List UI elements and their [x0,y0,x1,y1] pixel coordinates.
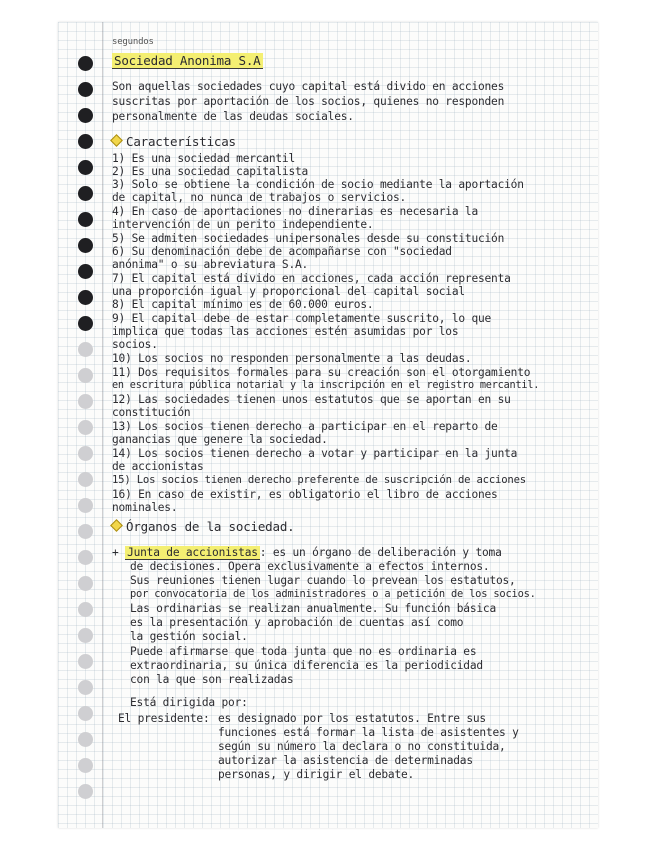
binder-hole [78,238,93,253]
organos-line: Puede afirmarse que toda junta que no es ordinaria es [130,645,477,658]
presidente-line: es designado por los estatutos. Entre sus [218,712,486,725]
list-item: ganancias que genere la sociedad. [112,433,328,446]
margin-line [102,22,103,828]
presidente-line: personas, y dirigir el debate. [218,768,415,781]
presidente-line: autorizar la asistencia de determinadas [218,754,473,767]
page-date: segundos [112,37,154,47]
organos-line: la gestión social. [130,630,248,643]
binder-hole [78,342,93,357]
presidente-line: según su número la declara o no constituida, [218,740,506,753]
binder-hole [78,394,93,409]
list-item: 7) El capital está divido en acciones, cada acción representa [112,272,511,285]
binder-hole [78,654,93,669]
section-heading-organos [112,520,295,533]
organos-line: extraordinaria, su única diferencia es la periodicidad [130,659,483,672]
bullet-diamond-icon [110,519,123,532]
list-item: 15) Los socios tienen derecho preferente de suscripción de acciones [112,474,526,486]
binder-hole [78,134,93,149]
list-item: en escritura pública notarial y la inscripción en el registro mercantil. [112,380,540,391]
list-item: implica que todas las acciones estén asumidas por los [112,325,459,338]
section-heading-text: Características [126,134,236,149]
binder-hole [78,472,93,487]
list-item: una proporción igual y proporcional del capital social [112,285,465,298]
list-item: 11) Dos requisitos formales para su creación son el otorgamiento [112,366,531,379]
list-item: nominales. [112,501,178,514]
list-item: 16) En caso de existir, es obligatorio el libro de acciones [112,488,498,501]
bullet-diamond-icon [110,134,123,147]
list-item: 1) Es una sociedad mercantil [112,152,295,165]
binder-hole [78,160,93,175]
definition-line: personalmente de las deudas sociales. [112,110,354,123]
binder-hole [78,108,93,123]
binder-hole [78,680,93,695]
list-item: 5) Se admiten sociedades unipersonales desde su constitución [112,232,505,245]
binder-hole [78,550,93,565]
list-item: intervención de un perito independiente. [112,218,374,231]
section-heading-text: Órganos de la sociedad. [126,519,295,534]
list-item: 4) En caso de aportaciones no dinerarias es necesaria la [112,205,478,218]
binder-hole [78,264,93,279]
binder-hole [78,576,93,591]
list-item: de capital, no nunca de trabajos o servicios. [112,191,407,204]
organos-line: es la presentación y aprobación de cuentas así como [130,616,464,629]
binder-hole [78,498,93,513]
junta-label: Junta de accionistas [127,546,258,559]
list-item: 8) El capital mínimo es de 60.000 euros. [112,298,374,311]
binder-hole [78,784,93,799]
list-item: 3) Solo se obtiene la condición de socio mediante la aportación [112,178,524,191]
binder-hole [78,82,93,97]
definition-line: Son aquellas sociedades cuyo capital está divido en acciones [112,80,505,93]
binder-hole [78,706,93,721]
binder-hole [78,758,93,773]
list-item: 2) Es una sociedad capitalista [112,165,309,178]
definition-line: suscritas por aportación de los socios, quienes no responden [112,95,505,108]
list-item: anónima" o su abreviatura S.A. [112,258,309,271]
list-item: 9) El capital debe de estar completamente suscrito, lo que [112,312,492,325]
organos-line: de decisiones. Opera exclusivamente a efectos internos. [130,560,490,573]
list-item: 12) Las sociedades tienen unos estatutos que se aportan en su [112,393,511,406]
list-item: constitución [112,406,191,419]
page-title-text: Sociedad Anonima S.A [114,53,261,68]
binder-hole [78,524,93,539]
list-item: 6) Su denominación debe de acompañarse con "sociedad [112,245,452,258]
organos-line: con la que son realizadas [130,673,294,686]
list-item: de accionistas [112,460,204,473]
presidente-label: El presidente: [118,712,210,725]
binder-hole [78,368,93,383]
list-item: 10) Los socios no responden personalmente a las deudas. [112,352,472,365]
binder-hole [78,446,93,461]
binder-hole [78,56,93,71]
list-item: socios. [112,338,158,351]
junta-line: + Junta de accionistas : es un órgano de deliberación y toma [112,546,502,559]
list-item: 13) Los socios tienen derecho a participar en el reparto de [112,420,498,433]
binder-hole [78,212,93,227]
binder-hole [78,732,93,747]
presidente-line: funciones está formar la lista de asistentes y [218,726,519,739]
list-item: 14) Los socios tienen derecho a votar y participar en la junta [112,447,518,460]
binder-hole [78,602,93,617]
binder-hole [78,628,93,643]
organos-line: Las ordinarias se realizan anualmente. Su función básica [130,602,496,615]
junta-first-rest: : es un órgano de deliberación y toma [259,546,502,559]
binder-hole [78,186,93,201]
section-heading-caracteristicas [112,135,236,148]
organos-line: por convocatoria de los administradores o a petición de los socios. [130,588,536,600]
page-title [112,54,263,67]
binder-hole [78,420,93,435]
dirigida-label: Está dirigida por: [130,696,248,709]
binder-hole [78,316,93,331]
binder-hole [78,290,93,305]
organos-line: Sus reuniones tienen lugar cuando lo prevean los estatutos, [130,574,516,587]
